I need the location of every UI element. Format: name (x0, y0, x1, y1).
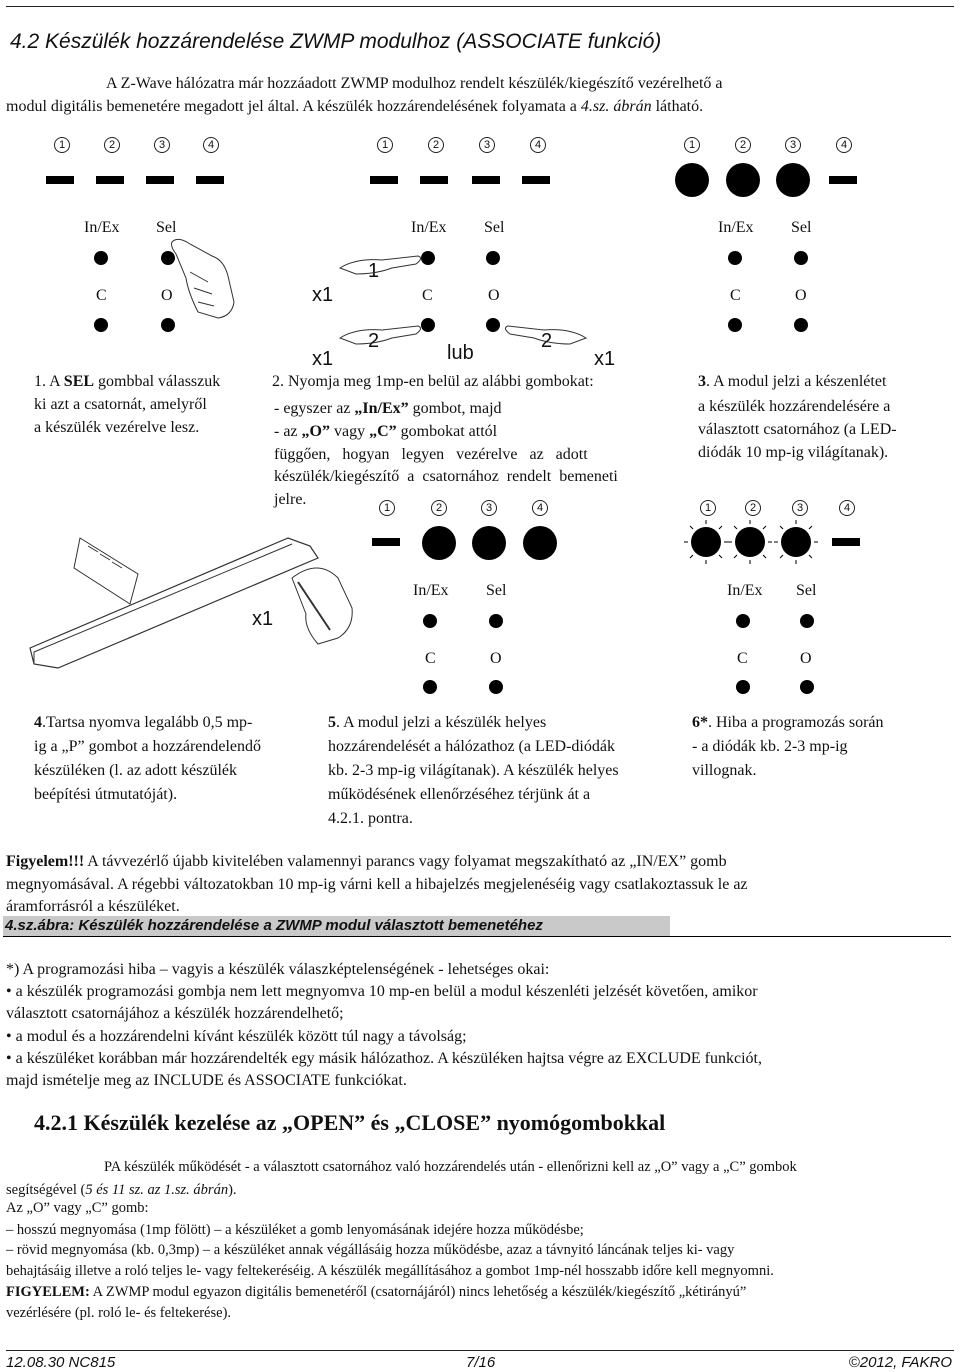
o-label: O (800, 650, 812, 667)
sel-label: Sel (486, 582, 507, 599)
inex-label: In/Ex (411, 219, 447, 236)
section-421-line-6: behajtásáig illetve a roló teljes le- vagy feltekeréséig. A készülék megállításához a gombot 1mp-nél hosszabb időre kell megnyomni. (6, 1263, 774, 1279)
errors-intro: *) A programozási hiba – vagyis a készülék válaszképtelenségének - lehetséges okai: (6, 961, 550, 978)
hand-pointer-icon (168, 232, 240, 322)
blinking-led-icon (676, 516, 846, 572)
intro-line-1: A Z-Wave hálózatra már hozzáadott ZWMP modulhoz rendelt készülék/kiegészítő vezérelhető a (106, 75, 723, 92)
press-order-1: 1 (368, 260, 380, 282)
channel-number: 1 (700, 500, 716, 516)
channel-number: 3 (154, 137, 170, 153)
channel-number: 4 (532, 500, 548, 516)
step-5-line-5: 4.2.1. pontra. (328, 810, 413, 827)
inex-button-dot (94, 251, 108, 265)
o-label: O (488, 287, 500, 304)
step-6-line-3: villognak. (692, 762, 757, 779)
section-heading-4-2: 4.2 Készülék hozzárendelése ZWMP modulhoz (ASSOCIATE funkció) (10, 30, 662, 53)
step-4-line-3: készüléken (l. az adott készülék (34, 762, 238, 779)
channel-number: 2 (428, 137, 444, 153)
device-illustration-icon (18, 528, 358, 678)
inex-label: In/Ex (727, 582, 763, 599)
step-5-line-4: működésének ellenőrzéséhez térjünk át a (328, 786, 591, 803)
o-button-dot (486, 318, 500, 332)
section-421-line-4: – hosszú megnyomása (1mp fölött) – a készüléket a gomb lenyomásának idejére hozza működésbe; (6, 1222, 584, 1238)
channel-number: 2 (735, 137, 751, 153)
o-label: O (161, 287, 173, 304)
hand-pointer-icon (336, 248, 426, 278)
channel-number: 2 (104, 137, 120, 153)
step-3-line-1: 3. A modul jelzi a készenlétet (698, 373, 887, 390)
step-5-line-3: kb. 2-3 mp-ig világítanak). A készülék helyes (328, 762, 619, 779)
error-bullet-3a: • a készüléket korábban már hozzárendelték egy másik hálózathoz. A készüléken hajtsa végre az EXCLUDE funkciót, (6, 1050, 762, 1067)
inex-label: In/Ex (413, 582, 449, 599)
step-1-line-2: ki azt a csatornát, amelyről (34, 396, 207, 413)
inex-label: In/Ex (84, 219, 120, 236)
step-2-line-4: függően, hogyan legyen vezérelve az adott (274, 446, 588, 463)
press-count-x1: x1 (312, 348, 334, 370)
section-421-line-7: FIGYELEM: A ZWMP modul egyazon digitális bemenetéről (csatornájáról) nincs lehetőség a készülék/kiegészítő „kétirányú” (6, 1284, 747, 1300)
section-421-line-8: vezérlésére (pl. roló le- és feltekerése). (6, 1305, 232, 1321)
intro-line-2: modul digitális bemenetére megadott jel által. A készülék hozzárendelésének folyamata a 4.sz. ábrán látható. (6, 98, 704, 115)
step-1-line-1: 1. A SEL gombbal válasszuk (34, 373, 221, 390)
section-421-line-3: Az „O” vagy „C” gomb: (6, 1200, 149, 1216)
c-button-dot (728, 318, 742, 332)
step-4-line-2: ig a „P” gombot a hozzárendelendő (34, 738, 262, 755)
inex-button-dot (423, 614, 437, 628)
c-label: C (737, 650, 748, 667)
led-off-bar (420, 176, 448, 184)
error-bullet-3b: majd ismételje meg az INCLUDE és ASSOCIATE funkciókat. (6, 1072, 407, 1089)
or-label: lub (447, 342, 474, 364)
o-label: O (795, 287, 807, 304)
led-on-circle (776, 163, 810, 197)
hand-pointer-icon (336, 318, 426, 348)
channel-number: 1 (54, 137, 70, 153)
press-count-x1: x1 (312, 284, 334, 306)
step-2-line-2: - egyszer az „In/Ex” gombot, majd (274, 400, 502, 417)
channel-number: 1 (377, 137, 393, 153)
c-button-dot (94, 318, 108, 332)
channel-number: 3 (481, 500, 497, 516)
inex-label: In/Ex (718, 219, 754, 236)
led-on-circle (726, 163, 760, 197)
led-on-circle (422, 526, 456, 560)
channel-number: 1 (684, 137, 700, 153)
warning-line-3: áramforrásról a készüléket. (6, 898, 180, 915)
channel-number: 3 (792, 500, 808, 516)
step-6-line-2: - a diódák kb. 2-3 mp-ig (692, 738, 848, 755)
channel-number: 3 (785, 137, 801, 153)
press-count-x1: x1 (594, 348, 616, 370)
led-off-bar (832, 538, 860, 546)
page-footer (6, 1350, 954, 1371)
top-rule (6, 6, 954, 7)
press-count-x1: x1 (252, 608, 274, 630)
section-421-line-1: PA készülék működését - a választott csatornához való hozzárendelés után - ellenőrizni kell az „O” vagy a „C” gombok (104, 1159, 797, 1175)
footer-page-number: 7/16 (466, 1354, 496, 1371)
sel-label: Sel (796, 582, 817, 599)
o-button-dot (794, 318, 808, 332)
channel-number: 4 (203, 137, 219, 153)
sel-button-dot (489, 614, 503, 628)
step-2-line-5: készülék/kiegészítő a csatornához rendelt bemeneti (274, 468, 618, 485)
section-421-line-5: – rövid megnyomása (kb. 0,3mp) – a készüléket annak végállásáig hozza működésbe, azaz a távnyitó láncának teljes ki- vagy (6, 1242, 735, 1258)
led-off-bar (46, 176, 74, 184)
inex-button-dot (736, 614, 750, 628)
step-1-line-3: a készülék vezérelve lesz. (34, 419, 200, 436)
c-label: C (96, 287, 107, 304)
c-label: C (730, 287, 741, 304)
sel-label: Sel (156, 219, 177, 236)
channel-number: 2 (431, 500, 447, 516)
figure-caption: 4.sz.ábra: Készülék hozzárendelése a ZWMP modul választott bemenetéhez (3, 916, 670, 937)
figure-rule (3, 936, 951, 937)
c-label: C (425, 650, 436, 667)
o-label: O (490, 650, 502, 667)
led-off-bar (829, 176, 857, 184)
warning-line-1: Figyelem!!! A távvezérlő újabb kivitelében valamennyi parancs vagy folyamat megszakítható az „IN/EX” gomb (6, 853, 727, 870)
sel-button-dot (794, 251, 808, 265)
step-4-line-4: beépítési útmutatóját). (34, 786, 178, 803)
step-2-line-6: jelre. (274, 491, 307, 508)
channel-number: 1 (379, 500, 395, 516)
led-off-bar (370, 176, 398, 184)
o-button-dot (489, 680, 503, 694)
sel-button-dot (486, 251, 500, 265)
step-5-line-2: hozzárendelését a hálózathoz (a LED-diódák (328, 738, 615, 755)
footer-doc-code: 12.08.30 NC815 (6, 1354, 116, 1371)
press-order-2: 2 (541, 330, 553, 352)
led-on-circle (675, 163, 709, 197)
c-button-dot (736, 680, 750, 694)
step-2-line-3: - az „O” vagy „C” gombokat attól (274, 423, 498, 440)
inex-button-dot (728, 251, 742, 265)
led-off-bar (196, 176, 224, 184)
section-heading-4-2-1: 4.2.1 Készülék kezelése az „OPEN” és „CLOSE” nyomógombokkal (34, 1110, 666, 1135)
c-button-dot (423, 680, 437, 694)
error-bullet-1b: választott csatornájához a készülék hozzárendelhető; (6, 1005, 344, 1022)
step-2-line-1: 2. Nyomja meg 1mp-en belül az alábbi gombokat: (272, 373, 594, 390)
warning-line-2: megnyomásával. A régebbi változatokban 10 mp-ig várni kell a hibajelzés megjelenéséig vagy csatlakoztassuk le az (6, 876, 748, 893)
step-4-line-1: 4.Tartsa nyomva legalább 0,5 mp- (34, 714, 253, 731)
step-5-line-1: 5. A modul jelzi a készülék helyes (328, 714, 547, 731)
error-bullet-1a: • a készülék programozási gombja nem lett megnyomva 10 mp-en belül a modul készenléti jelzését követően, amikor (6, 983, 758, 1000)
step-3-line-2: a készülék hozzárendelésére a (698, 398, 891, 415)
channel-number: 2 (745, 500, 761, 516)
press-order-2: 2 (368, 330, 380, 352)
led-off-bar (96, 176, 124, 184)
led-off-bar (146, 176, 174, 184)
channel-number: 4 (530, 137, 546, 153)
led-off-bar (472, 176, 500, 184)
channel-number: 4 (839, 500, 855, 516)
step-3-line-3: választott csatornához (a LED- (698, 421, 897, 438)
sel-button-dot (800, 614, 814, 628)
sel-label: Sel (484, 219, 505, 236)
step-6-line-1: 6*. Hiba a programozás során (692, 714, 884, 731)
c-label: C (422, 287, 433, 304)
section-421-line-2: segítségével (5 és 11 sz. az 1.sz. ábrán). (6, 1182, 237, 1198)
sel-label: Sel (791, 219, 812, 236)
o-button-dot (800, 680, 814, 694)
footer-copyright: ©2012, FAKRO (848, 1354, 952, 1371)
led-off-bar (522, 176, 550, 184)
led-off-bar (372, 538, 400, 546)
led-on-circle (523, 526, 557, 560)
channel-number: 3 (479, 137, 495, 153)
step-3-line-4: diódák 10 mp-ig világítanak). (698, 444, 889, 461)
error-bullet-2: • a modul és a hozzárendelni kívánt készülék között túl nagy a távolság; (6, 1028, 467, 1045)
channel-number: 4 (836, 137, 852, 153)
led-on-circle (472, 526, 506, 560)
